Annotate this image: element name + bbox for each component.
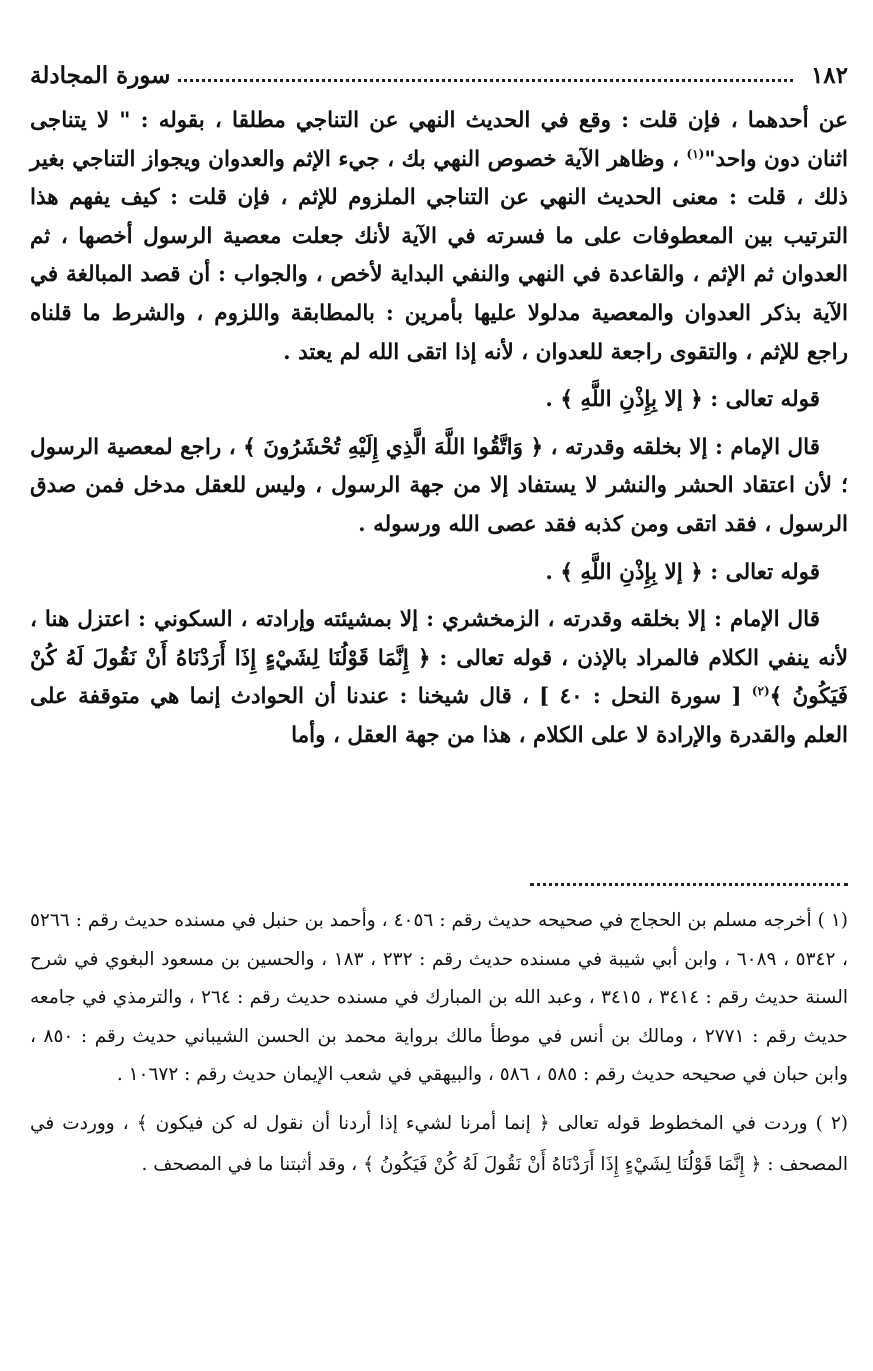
verse-heading-1: قوله تعالى : ﴿ إلا بِإِذْنِ اللَّهِ ﴾ . [545,387,820,413]
header-dotted-rule [178,79,792,82]
footnote-1: (١ ) أخرجه مسلم بن الحجاج في صحيحه حديث رقم : ٤٠٥٦ ، وأحمد بن حنبل في مسنده حديث رقم : ٥٢٦٦ ، ٥٣٤٢ ، ٦٠٨٩ ، وابن أبي شيبة في مسنده حديث رقم : ٢٣٢ ، ١٨٣ ، والحسين بن مسعود البغوي في شرح السنة حديث رقم : ٣٤١٤ ، ٣٤١٥ ، وعبد الله بن المبارك في مسنده حديث رقم : ٢٦٤ ، والترمذي في جامعه حديث رقم : ٢٧٧١ ، ومالك بن أنس في موطأ مالك برواية محمد بن الحسن الشيباني حديث رقم : ٨٥٠ ، وابن حبان في صحيحه حديث رقم : ٥٨٥ ، ٥٨٦ ، والبيهقي في شعب الإيمان حديث رقم : ١٠٦٧٢ . [30,910,849,1085]
page-number: ١٨٢ [810,61,848,89]
footnotes [30,902,848,1185]
paragraph-2: قال الإمام : إلا بخلقه وقدرته ، ﴿ وَاتَّقُوا اللَّهَ الَّذِي إِلَيْهِ تُحْشَرُونَ ﴾ ، راجع لمعصية الرسول ؛ لأن اعتقاد الحشر والنشر لا يستفاد إلا من جهة الرسول ، وليس للعقل مدخل فمن صدق الرسول ، فقد اتقى ومن كذبه فقد عصى الله ورسوله . [30,434,848,537]
page-header [30,58,848,92]
paragraph-3 [30,601,848,755]
paragraph-1-text: عن أحدهما ، فإن قلت : وقع في الحديث النهي عن التناجي مطلقا ، بقوله : " لا يتناجى اثنان دون واحد" [30,108,848,172]
footnote-ref-1: (١) [686,146,705,161]
paragraph-1 [30,102,848,372]
main-text [30,102,848,756]
paragraph-3-continuation: [ سورة النحل : ٤٠ ] ، قال شيخنا : عندنا أن الحوادث إنما هي متوقفة على العلم والقدرة والإرادة لا على الكلام ، هذا من جهة العقل ، وأما [30,684,848,748]
surah-title: سورة المجادلة [30,61,171,89]
footnote-2: (٢ ) وردت في المخطوط قوله تعالى ﴿ إنما أمرنا لشيء إذا أردنا أن نقول له كن فيكون ﴾ ، ووردت في المصحف : ﴿ إِنَّمَا قَوْلُنَا لِشَيْءٍ إِذَا أَرَدْنَاهُ أَنْ نَقُولَ لَهُ كُنْ فَيَكُونُ ﴾ ، وقد أثبتنا ما في المصحف . [30,1112,848,1175]
paragraph-3-text: قال الإمام : إلا بخلقه وقدرته ، الزمخشري : إلا بمشيئته وإرادته ، السكوني : اعتزل هنا ، لأنه ينفي الكلام فالمراد بالإذن ، قوله تعالى : ﴿ إِنَّمَا قَوْلُنَا لِشَيْءٍ إِذَا أَرَدْنَاهُ أَنْ نَقُولَ لَهُ كُنْ فَيَكُونُ ﴾ [30,607,848,710]
paragraph-1-continuation: ، وظاهر الآية خصوص النهي بك ، جيء الإثم والعدوان ويجواز التناجي بغير ذلك ، قلت : معنى الحديث النهي عن التناجي الملزوم للإثم ، فإن قلت : كيف يفهم هذا الترتيب بين المعطوفات على ما فسرته في الآية لأنك جعلت معصية الرسول أخصها ، ثم العدوان ثم الإثم ، والقاعدة في النهي والنفي البداية لأخص ، والجواب : أن قصد المبالغة في الآية بذكر العدوان والمعصية مدلولا عليها بأمرين : بالمطابقة واللزوم ، والشرط ما قلناه راجع للإثم ، والتقوى راجعة للعدوان ، لأنه إذا اتقى الله لم يعتد . [30,146,848,365]
verse-heading-2: قوله تعالى : ﴿ إلا بِإِذْنِ اللَّهِ ﴾ . [545,559,820,585]
footnote-separator [530,883,848,886]
footnote-ref-2: (٢) [751,684,770,699]
